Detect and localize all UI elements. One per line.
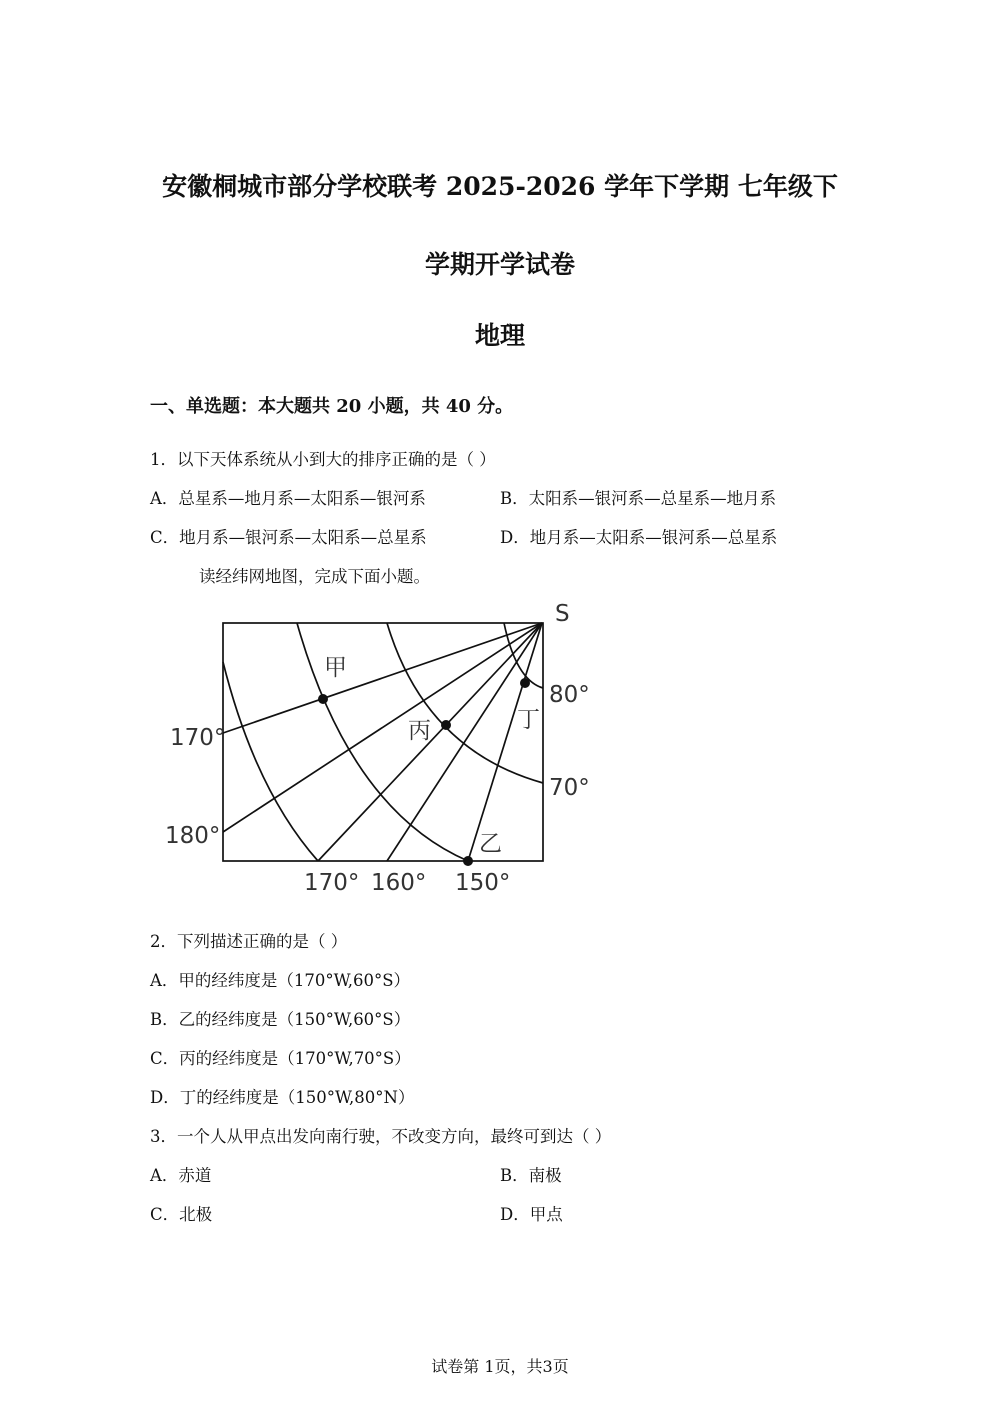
page-footer: 试卷第 1页，共3页 <box>431 1357 569 1376</box>
subject-title: 地理 <box>474 321 525 350</box>
q1-option-a: A．总星系—地月系—太阳系—银河系 <box>150 489 426 508</box>
q1-option-b: B．太阳系—银河系—总星系—地月系 <box>500 489 777 508</box>
q2-option-d: D．丁的经纬度是（150°W,80°N） <box>150 1088 415 1107</box>
section-heading: 一、单选题：本大题共 20 小题，共 40 分。 <box>150 396 514 417</box>
q1-option-d: D．地月系—太阳系—银河系—总星系 <box>500 528 778 547</box>
parallel-arc-60 <box>297 623 468 861</box>
pole-label: S <box>555 601 570 627</box>
lat-label-70: 70° <box>549 775 590 801</box>
meridian-line-2 <box>223 623 542 832</box>
q1-stem: 1．以下天体系统从小到大的排序正确的是（ ） <box>150 450 496 469</box>
point-yi-marker <box>463 856 473 866</box>
parallel-arc-outer <box>223 662 318 861</box>
meridian-line-5 <box>468 623 542 861</box>
lat-label-80: 80° <box>549 682 590 708</box>
q3-option-c: C．北极 <box>150 1205 213 1224</box>
point-jia-marker <box>318 694 328 704</box>
graticule-map <box>150 590 610 900</box>
q2-stem: 2．下列描述正确的是（ ） <box>150 932 348 951</box>
figure-intro: 读经纬网地图，完成下面小题。 <box>199 567 430 586</box>
q3-stem: 3．一个人从甲点出发向南行驶，不改变方向，最终可到达（ ） <box>150 1127 612 1146</box>
meridian-line-1 <box>223 623 542 733</box>
exam-title-line1: 安徽桐城市部分学校联考 2025-2026 学年下学期 七年级下 <box>162 172 838 201</box>
lon-label-170-left: 170° <box>170 725 226 751</box>
q3-option-d: D．甲点 <box>500 1205 563 1224</box>
exam-title-line2: 学期开学试卷 <box>424 250 575 279</box>
lon-label-160-bottom: 160° <box>371 870 427 896</box>
map-frame <box>223 623 543 861</box>
lon-label-180-left: 180° <box>165 823 221 849</box>
point-ding-label: 丁 <box>517 707 540 733</box>
q2-option-c: C．丙的经纬度是（170°W,70°S） <box>150 1049 411 1068</box>
q2-option-b: B．乙的经纬度是（150°W,60°S） <box>150 1010 411 1029</box>
q2-option-a: A．甲的经纬度是（170°W,60°S） <box>150 971 411 990</box>
point-jia-label: 甲 <box>324 655 347 681</box>
point-yi-label: 乙 <box>479 831 502 857</box>
q3-option-a: A．赤道 <box>150 1166 212 1185</box>
q1-option-c: C．地月系—银河系—太阳系—总星系 <box>150 528 427 547</box>
lon-label-150-bottom: 150° <box>455 870 511 896</box>
lon-label-170-bottom: 170° <box>304 870 360 896</box>
q3-option-b: B．南极 <box>500 1166 562 1185</box>
point-bing-label: 丙 <box>408 718 431 744</box>
point-bing-marker <box>441 720 451 730</box>
point-ding-marker <box>520 678 530 688</box>
